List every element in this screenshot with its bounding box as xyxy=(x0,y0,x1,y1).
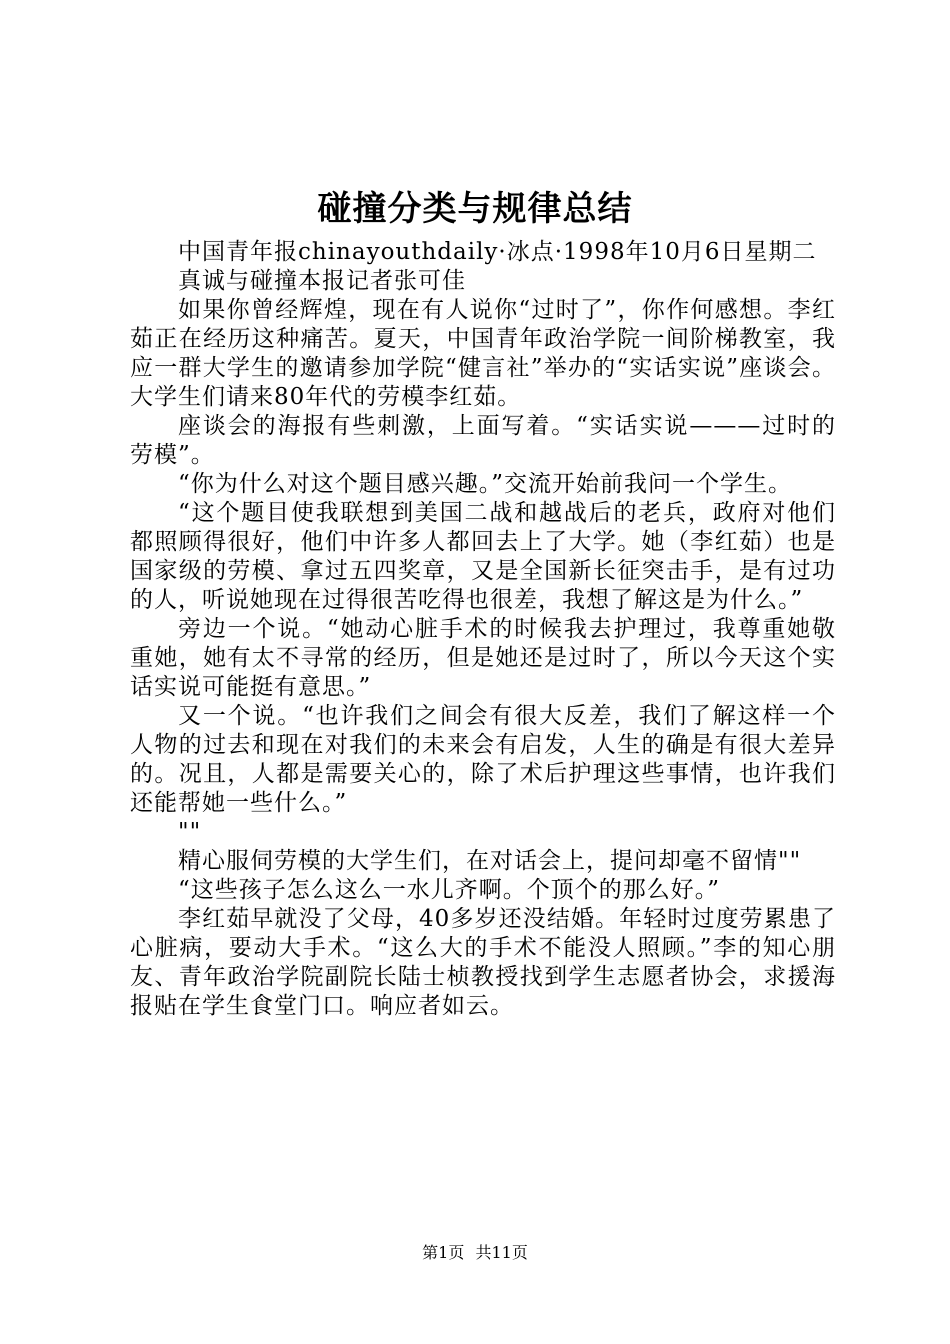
paragraph: “你为什么对这个题目感兴趣。”交流开始前我问一个学生。 xyxy=(178,471,793,497)
page-total: 共11页 xyxy=(475,1243,528,1262)
paragraph: 座谈会的海报有些刺激，上面写着。“实话实说———过时的劳模”。 xyxy=(130,413,836,468)
paragraph-subheading: 精心服伺劳模的大学生们，在对话会上，提问却毫不留情"" xyxy=(178,848,802,874)
paragraph: 李红茹早就没了父母，40多岁还没结婚。年轻时过度劳累患了心脏病，要动大手术。“这么大的手术不能没人照顾。”李的知心朋友、青年政治学院副院长陆士桢教授找到学生志愿者协会，求援海报贴在学生食堂门口。响应者如云。 xyxy=(130,906,836,1019)
document-body xyxy=(130,238,836,1021)
paragraph: “这些孩子怎么这么一水儿齐啊。个顶个的那么好。” xyxy=(178,877,721,903)
paragraph-source-line: 中国青年报chinayouthdaily·冰点·1998年10月6日星期二 xyxy=(178,239,817,265)
document-title: 碰撞分类与规律总结 xyxy=(317,189,633,229)
page-footer xyxy=(0,1242,950,1264)
paragraph: “这个题目使我联想到美国二战和越战后的老兵，政府对他们都照顾得很好，他们中许多人都回去上了大学。她（李红茹）也是国家级的劳模、拿过五四奖章，又是全国新长征突击手，是有过功的人，听说她现在过得很苦吃得也很差，我想了解这是为什么。” xyxy=(130,500,836,613)
paragraph-byline: 真诚与碰撞本报记者张可佳 xyxy=(178,268,466,294)
paragraph: 旁边一个说。“她动心脏手术的时候我去护理过，我尊重她敬重她，她有太不寻常的经历，但是她还是过时了，所以今天这个实话实说可能挺有意思。” xyxy=(130,616,836,700)
paragraph: 又一个说。“也许我们之间会有很大反差，我们了解这样一个人物的过去和现在对我们的未来会有启发，人生的确是有很大差异的。况且，人都是需要关心的，除了术后护理这些事情，也许我们还能帮她一些什么。” xyxy=(130,703,836,816)
page-number: 第1页 xyxy=(422,1243,465,1262)
paragraph: 如果你曾经辉煌，现在有人说你“过时了”，你作何感想。李红茹正在经历这种痛苦。夏天，中国青年政治学院一间阶梯教室，我应一群大学生的邀请参加学院“健言社”举办的“实话实说”座谈会。大学生们请来80年代的劳模李红茹。 xyxy=(130,297,836,410)
paragraph-quote-marks: "" xyxy=(178,819,202,845)
